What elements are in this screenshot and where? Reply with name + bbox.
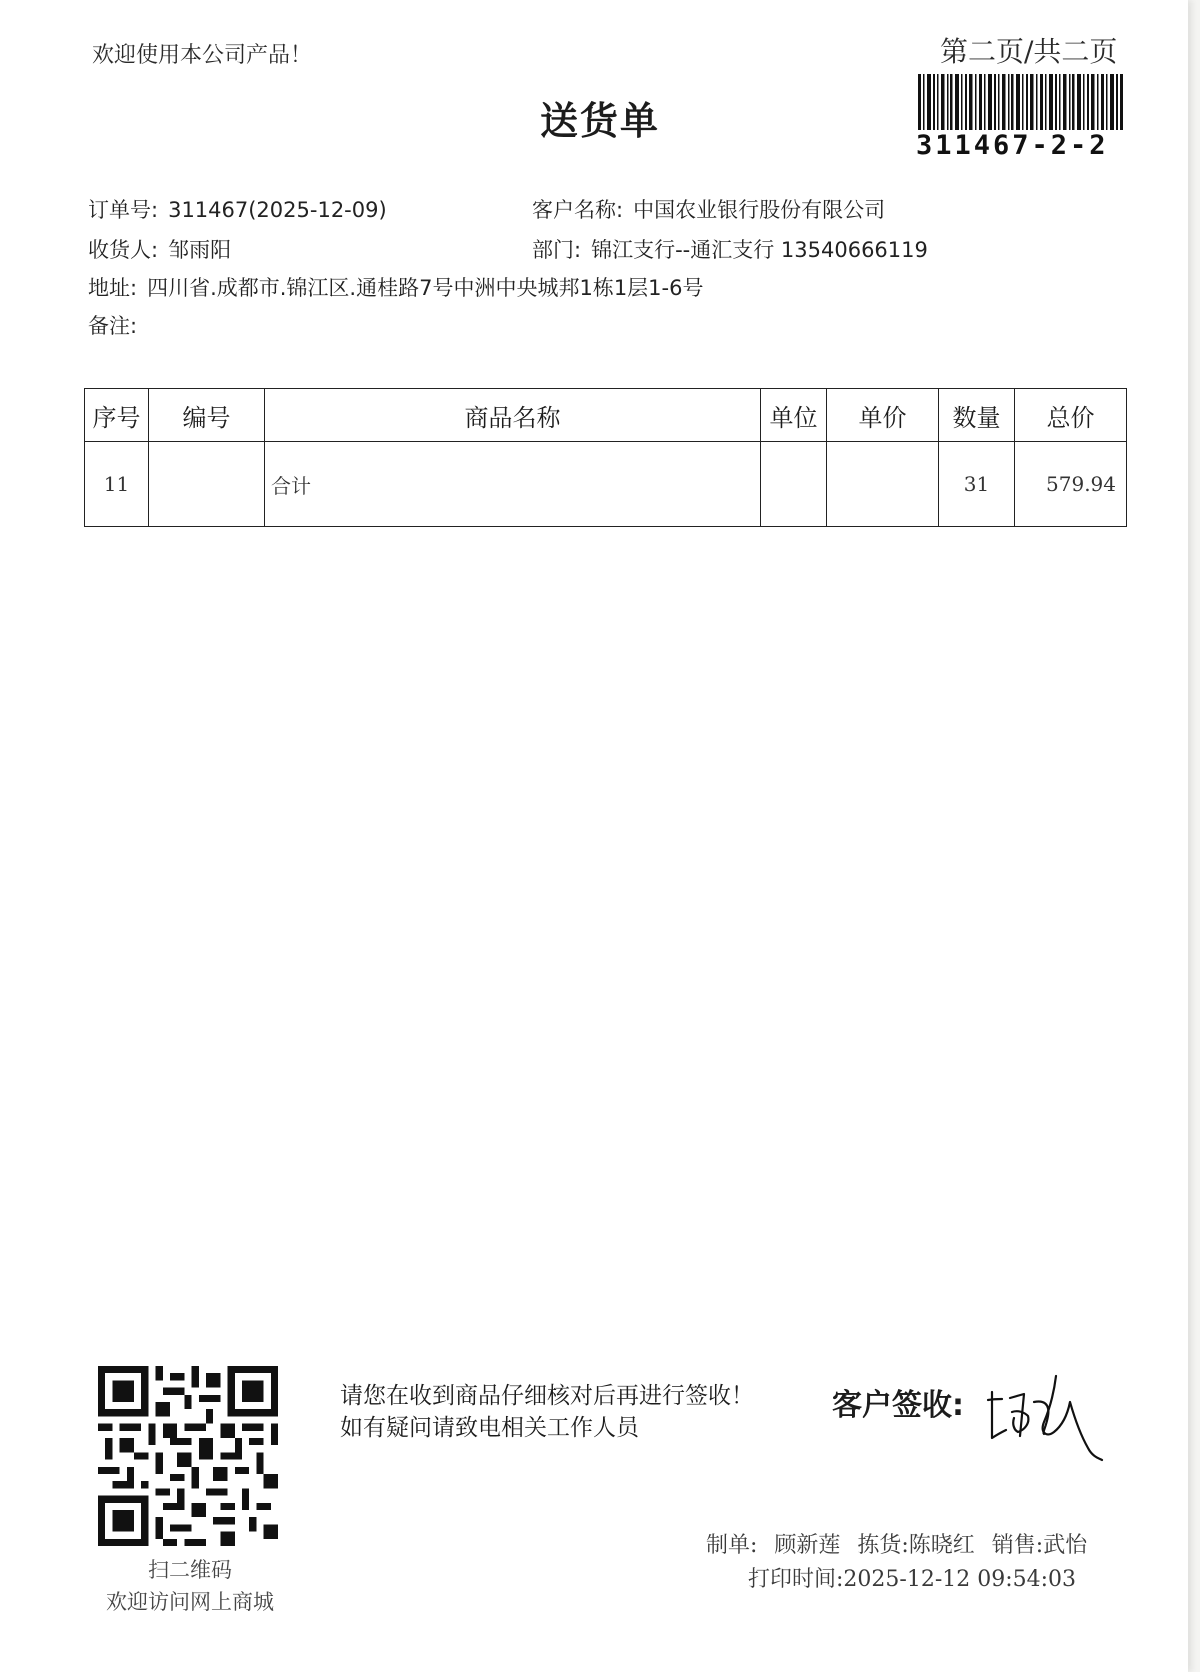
column-header-product-name: 商品名称 bbox=[265, 389, 761, 442]
cell-unit bbox=[761, 442, 827, 527]
welcome-message: 欢迎使用本公司产品！ bbox=[92, 43, 313, 68]
order-number-field bbox=[88, 194, 387, 224]
department-value: 锦江支行--通汇支行 13540666119 bbox=[591, 238, 928, 262]
customer-name-field bbox=[532, 194, 885, 224]
address-label: 地址: bbox=[88, 276, 138, 300]
qr-caption-line-2: 欢迎访问网上商城 bbox=[106, 1590, 274, 1614]
barcode-number: 311467-2-2 bbox=[916, 130, 1109, 161]
notice-text: 请您在收到商品仔细核对后再进行签收！如有疑问请致电相关工作人员 bbox=[340, 1383, 754, 1441]
cell-unit-price bbox=[827, 442, 939, 527]
receiver-value: 邹雨阳 bbox=[168, 238, 232, 262]
page-indicator: 第二页/共二页 bbox=[940, 35, 1118, 68]
department-field bbox=[532, 234, 928, 264]
customer-signature-label: 客户签收: bbox=[832, 1388, 964, 1423]
cell-total-price: 579.94 bbox=[1015, 442, 1127, 527]
cell-seq: 11 bbox=[85, 442, 149, 527]
receiver-field bbox=[88, 234, 231, 264]
qr-caption bbox=[82, 1554, 298, 1618]
order-number-label: 订单号: bbox=[88, 198, 159, 222]
cell-product-name: 合计 bbox=[265, 442, 761, 527]
column-header-total-price: 总价 bbox=[1015, 389, 1127, 442]
print-time: 打印时间:2025-12-12 09:54:03 bbox=[748, 1567, 1077, 1592]
customer-name-label: 客户名称: bbox=[532, 198, 624, 222]
column-header-quantity: 数量 bbox=[939, 389, 1015, 442]
document-title: 送货单 bbox=[539, 99, 660, 143]
handwritten-signature bbox=[984, 1372, 1114, 1468]
table-header-row bbox=[85, 389, 1127, 442]
qr-caption-line-1: 扫二维码 bbox=[148, 1558, 232, 1582]
receiver-label: 收货人: bbox=[88, 238, 159, 262]
column-header-seq: 序号 bbox=[85, 389, 149, 442]
table-row bbox=[85, 442, 1127, 527]
address-field bbox=[88, 272, 703, 302]
address-value: 四川省.成都市.锦江区.通桂路7号中洲中央城邦1栋1层1-6号 bbox=[147, 276, 704, 300]
department-label: 部门: bbox=[532, 238, 582, 262]
column-header-unit-price: 单价 bbox=[827, 389, 939, 442]
remark-label: 备注: bbox=[88, 314, 138, 338]
order-number-value: 311467(2025-12-09) bbox=[168, 198, 387, 222]
cell-quantity: 31 bbox=[939, 442, 1015, 527]
remark-field bbox=[88, 310, 147, 340]
customer-name-value: 中国农业银行股份有限公司 bbox=[633, 198, 886, 222]
staff-info: 制单: 顾新莲 拣货:陈晓红 销售:武怡 bbox=[706, 1533, 1088, 1558]
column-header-code: 编号 bbox=[149, 389, 265, 442]
column-header-unit: 单位 bbox=[761, 389, 827, 442]
qr-code-icon bbox=[98, 1366, 278, 1546]
items-table bbox=[84, 388, 1127, 527]
cell-code bbox=[149, 442, 265, 527]
